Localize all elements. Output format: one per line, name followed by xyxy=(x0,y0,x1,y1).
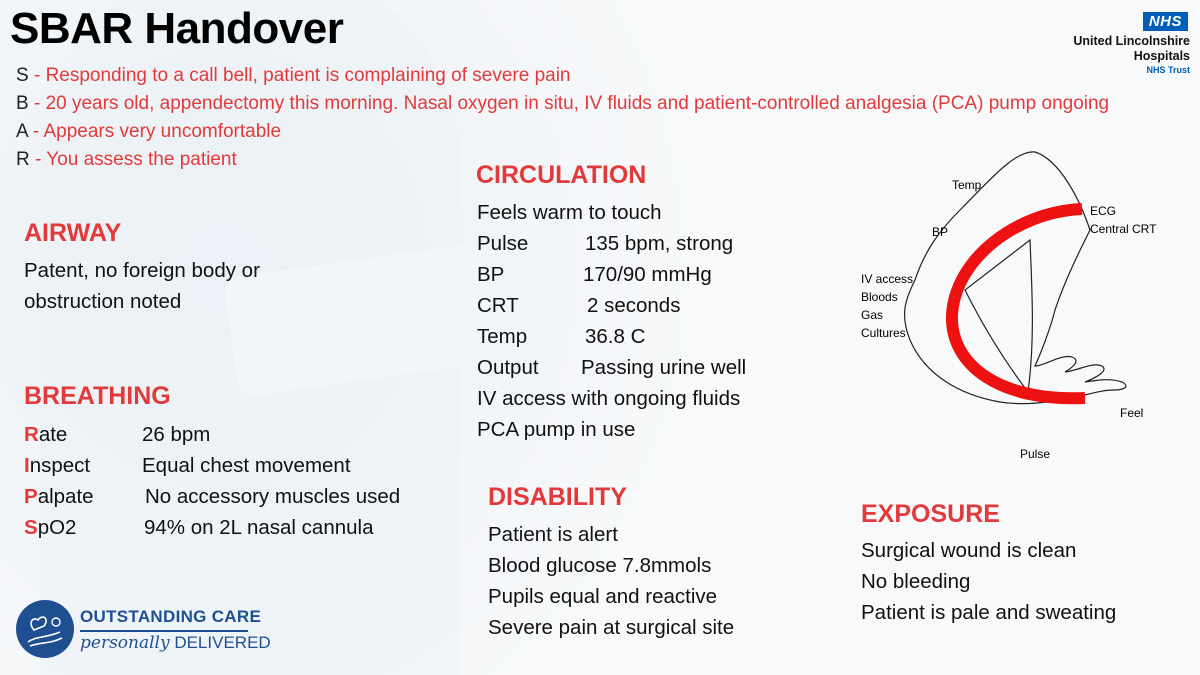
exposure-heading: EXPOSURE xyxy=(861,500,1000,528)
logo-line2a: personally xyxy=(80,633,170,653)
diagram-gas-label: Gas xyxy=(861,308,884,322)
disability-text xyxy=(488,519,734,643)
circulation-value: 36.8 C xyxy=(585,325,646,348)
circulation-label: Temp xyxy=(477,325,528,348)
logo-line1: OUTSTANDING CARE xyxy=(80,607,262,626)
diagram-cultures-label: Cultures xyxy=(861,326,906,340)
disability-line: Pupils equal and reactive xyxy=(488,585,718,608)
breathing-value: 94% on 2L nasal cannula xyxy=(144,516,374,539)
page-title: SBAR Handover xyxy=(10,4,344,53)
circulation-diagram xyxy=(840,140,1160,470)
sbar-key: B xyxy=(16,93,29,114)
circulation-value: Passing urine well xyxy=(581,356,747,379)
sbar-text: - Responding to a call bell, patient is complaining of severe pain xyxy=(28,65,571,86)
sbar-text: - 20 years old, appendectomy this morning. Nasal oxygen in situ, IV fluids and patient-controlled analgesia (PCA) pump ongoing xyxy=(28,93,1110,114)
breathing-value: 26 bpm xyxy=(142,423,211,446)
sbar-background xyxy=(16,92,1109,116)
circulation-label: Pulse xyxy=(477,232,529,255)
outstanding-care-logo-icon xyxy=(16,600,74,658)
sbar-key: S xyxy=(16,65,29,86)
circulation-row xyxy=(477,290,746,321)
sbar-text: - Appears very uncomfortable xyxy=(27,121,282,142)
disability-line: Blood glucose 7.8mmols xyxy=(488,554,712,577)
logo-divider xyxy=(80,630,248,632)
airway-heading: AIRWAY xyxy=(24,219,122,247)
disability-heading: DISABILITY xyxy=(488,483,627,511)
circulation-label: BP xyxy=(477,263,505,286)
logo-line2b: DELIVERED xyxy=(169,633,271,652)
diagram-feel-label: Feel xyxy=(1120,406,1144,420)
circulation-table xyxy=(477,197,746,445)
circulation-extra: PCA pump in use xyxy=(477,418,636,441)
sbar-situation xyxy=(16,64,571,88)
diagram-temp-label: Temp xyxy=(952,178,982,192)
circulation-row xyxy=(477,228,746,259)
breathing-table xyxy=(24,419,400,543)
diagram-ecg-label: ECG xyxy=(1090,204,1117,218)
sbar-text: - You assess the patient xyxy=(29,149,237,170)
disability-line: Severe pain at surgical site xyxy=(488,616,735,639)
circulation-value: 170/90 mmHg xyxy=(583,263,712,286)
exposure-line: No bleeding xyxy=(861,570,971,593)
breathing-label: Inspect xyxy=(24,454,91,477)
sbar-assessment xyxy=(16,120,281,144)
circulation-row xyxy=(477,352,746,383)
circulation-row xyxy=(477,259,746,290)
breathing-label: Palpate xyxy=(24,485,94,508)
airway-line: Patent, no foreign body or xyxy=(24,259,260,282)
nhs-name-line1: United Lincolnshire xyxy=(1073,34,1190,48)
arm-outline xyxy=(905,152,1126,404)
diagram-pulse-label: Pulse xyxy=(1020,447,1051,461)
nhs-trust-name xyxy=(1073,34,1190,64)
nhs-name-line2: Hospitals xyxy=(1133,49,1190,63)
breathing-label: Rate xyxy=(24,423,68,446)
circulation-value: 2 seconds xyxy=(587,294,681,317)
breathing-row xyxy=(24,419,400,450)
diagram-bloods-label: Bloods xyxy=(861,290,898,304)
nhs-trust-label: NHS Trust xyxy=(1146,65,1190,75)
breathing-row xyxy=(24,481,400,512)
diagram-bp-label: BP xyxy=(932,225,949,239)
circulation-label: Output xyxy=(477,356,539,379)
circulation-label: CRT xyxy=(477,294,519,317)
disability-line: Patient is alert xyxy=(488,523,618,546)
breathing-value: No accessory muscles used xyxy=(145,485,401,508)
circulation-value: 135 bpm, strong xyxy=(585,232,734,255)
breathing-row xyxy=(24,512,400,543)
sbar-recommendation xyxy=(16,148,237,172)
breathing-heading: BREATHING xyxy=(24,382,171,410)
diagram-iv-access-label: IV access xyxy=(861,272,914,286)
breathing-label: SpO2 xyxy=(24,516,77,539)
diagram-central-crt-label: Central CRT xyxy=(1090,222,1157,236)
logo-line2 xyxy=(80,633,271,653)
breathing-value: Equal chest movement xyxy=(142,454,351,477)
sbar-key: A xyxy=(16,121,28,142)
circulation-extra: IV access with ongoing fluids xyxy=(477,387,741,410)
exposure-line: Surgical wound is clean xyxy=(861,539,1077,562)
breathing-row xyxy=(24,450,400,481)
circulation-heading: CIRCULATION xyxy=(476,161,647,189)
exposure-text xyxy=(861,535,1116,628)
circulation-row xyxy=(477,321,746,352)
airway-text xyxy=(24,255,260,317)
nhs-badge: NHS xyxy=(1143,12,1188,31)
airway-line: obstruction noted xyxy=(24,290,182,313)
exposure-line: Patient is pale and sweating xyxy=(861,601,1117,624)
circulation-intro: Feels warm to touch xyxy=(477,201,662,224)
sbar-key: R xyxy=(16,149,30,170)
